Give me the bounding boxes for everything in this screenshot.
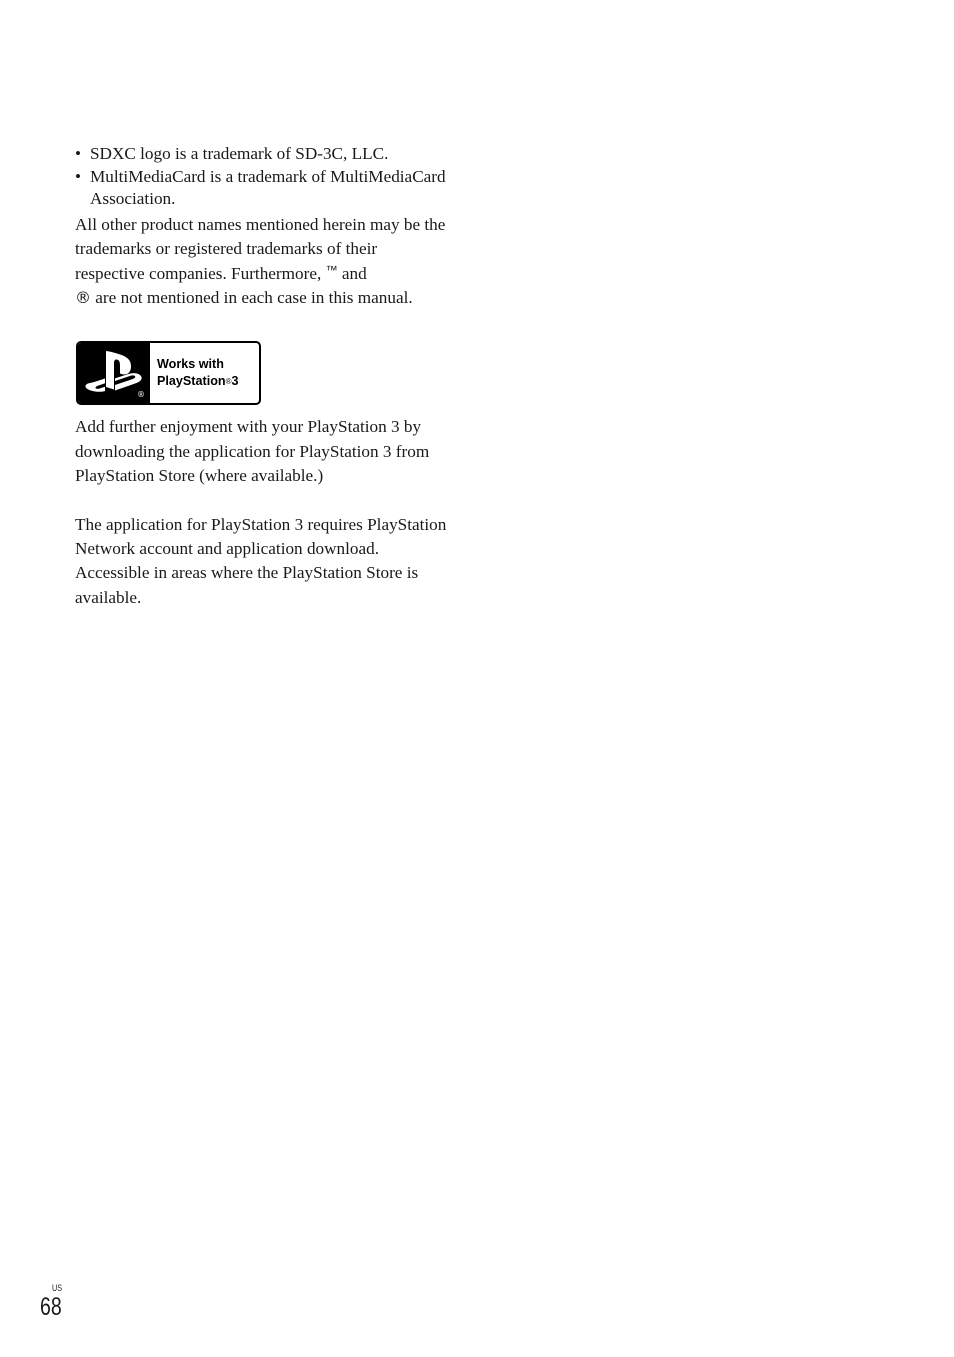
bullet-dot: •	[75, 166, 82, 186]
logo-text-line2	[157, 373, 259, 390]
region-code: US	[52, 1283, 63, 1293]
ps-app-paragraph: Add further enjoyment with your PlayStation 3 by downloading the application for PlayStation 3 from PlayStation Store (where available.)	[75, 417, 430, 486]
logo-text	[150, 343, 259, 403]
ps-availability-paragraph: Accessible in areas where the PlayStation Store is available.	[75, 563, 419, 607]
page-footer	[40, 1283, 68, 1321]
logo-brand: PlayStation	[157, 374, 226, 389]
logo-text-line1: Works with	[157, 357, 224, 372]
bullet-text: SDXC logo is a trademark of SD-3C, LLC.	[90, 144, 389, 163]
ps-requirements-paragraph: The application for PlayStation 3 requires PlayStation Network account and application download.	[75, 514, 447, 559]
trademark-text-part2: and	[341, 263, 367, 283]
trademark-text-part3: are not mentioned in each case in this manual.	[95, 288, 413, 307]
trademark-text-part1: All other product names mentioned herein may be the trademarks or registered trademarks of their respective companies. Furthermore,	[75, 214, 446, 283]
works-with-playstation3-logo	[76, 341, 261, 405]
content-column	[75, 143, 447, 610]
bullet-text: MultiMediaCard is a trademark of MultiMediaCard Association.	[90, 166, 446, 209]
trademark-paragraph	[75, 213, 447, 311]
bullet-item-sdxc	[75, 143, 447, 166]
logo-registered-mark: ®	[225, 377, 232, 387]
trademark-bullet-list	[75, 143, 447, 211]
registered-symbol: ®	[75, 288, 91, 307]
bullet-dot: •	[75, 144, 82, 163]
page-number: 68	[40, 1293, 62, 1321]
bullet-item-multimediacard	[75, 166, 447, 211]
trademark-symbol: ™	[325, 262, 338, 277]
logo-model-number: 3	[231, 374, 239, 389]
registered-mark: ®	[137, 390, 145, 400]
playstation-icon	[78, 343, 150, 403]
